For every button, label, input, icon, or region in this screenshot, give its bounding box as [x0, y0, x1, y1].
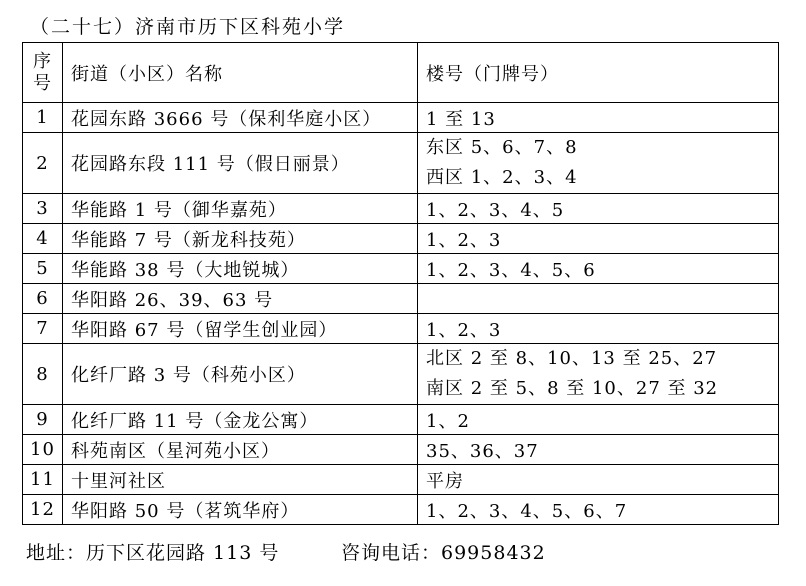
- building-numbers-line: 东区 5、6、7、8: [426, 137, 578, 158]
- building-numbers: 平房: [418, 465, 779, 495]
- table-row: [23, 224, 779, 254]
- row-number: 10: [23, 435, 63, 465]
- table-row: [23, 194, 779, 224]
- street-name: 华阳路 50 号（茗筑华府）: [63, 495, 418, 525]
- row-number: 11: [23, 465, 63, 495]
- building-numbers: 1、2: [418, 405, 779, 435]
- street-name: 华能路 38 号（大地锐城）: [63, 254, 418, 284]
- street-name: 华能路 1 号（御华嘉苑）: [63, 194, 418, 224]
- row-number: 2: [23, 133, 63, 194]
- building-numbers: 1、2、3、4、5、6、7: [418, 495, 779, 525]
- contact-phone: 咨询电话：69958432: [341, 542, 546, 564]
- column-header-buildings: 楼号（门牌号）: [418, 43, 779, 103]
- school-district-table: [22, 42, 779, 525]
- building-numbers: 1 至 13: [418, 103, 779, 133]
- building-numbers: 35、36、37: [418, 435, 779, 465]
- row-number: 9: [23, 405, 63, 435]
- table-row: [23, 133, 779, 194]
- table-row: [23, 314, 779, 344]
- row-number: 7: [23, 314, 63, 344]
- row-number: 5: [23, 254, 63, 284]
- table-row: [23, 254, 779, 284]
- table-row: [23, 495, 779, 525]
- building-numbers-line: 北区 2 至 8、10、13 至 25、27: [426, 348, 718, 369]
- building-numbers: 1、2、3: [418, 314, 779, 344]
- street-name: 花园路东段 111 号（假日丽景）: [63, 133, 418, 194]
- street-name: 华阳路 26、39、63 号: [63, 284, 418, 314]
- building-numbers: 1、2、3: [418, 224, 779, 254]
- row-number: 3: [23, 194, 63, 224]
- column-header-street: 街道（小区）名称: [63, 43, 418, 103]
- school-address: 地址：历下区花园路 113 号: [26, 542, 280, 564]
- building-numbers: [418, 344, 779, 405]
- document-title: （二十七）济南市历下区科苑小学: [30, 16, 346, 38]
- street-name: 化纤厂路 3 号（科苑小区）: [63, 344, 418, 405]
- row-number: 4: [23, 224, 63, 254]
- street-name: 十里河社区: [63, 465, 418, 495]
- street-name: 化纤厂路 11 号（金龙公寓）: [63, 405, 418, 435]
- column-header-number-line2: 号: [33, 72, 52, 94]
- street-name: 花园东路 3666 号（保利华庭小区）: [63, 103, 418, 133]
- table-row: [23, 284, 779, 314]
- row-number: 12: [23, 495, 63, 525]
- building-numbers-line: 西区 1、2、3、4: [426, 167, 578, 188]
- column-header-number-line1: 序: [33, 50, 52, 72]
- table-row: [23, 435, 779, 465]
- street-name: 科苑南区（星河苑小区）: [63, 435, 418, 465]
- building-numbers: 1、2、3、4、5: [418, 194, 779, 224]
- building-numbers-line: 南区 2 至 5、8 至 10、27 至 32: [426, 378, 719, 399]
- table-row: [23, 465, 779, 495]
- table-row: [23, 103, 779, 133]
- building-numbers: [418, 133, 779, 194]
- row-number: 6: [23, 284, 63, 314]
- row-number: 8: [23, 344, 63, 405]
- building-numbers: [418, 284, 779, 314]
- street-name: 华能路 7 号（新龙科技苑）: [63, 224, 418, 254]
- column-header-number: [23, 43, 63, 103]
- footer: [26, 538, 546, 565]
- street-name: 华阳路 67 号（留学生创业园）: [63, 314, 418, 344]
- row-number: 1: [23, 103, 63, 133]
- table-header-row: [23, 43, 779, 103]
- table-row: [23, 344, 779, 405]
- building-numbers: 1、2、3、4、5、6: [418, 254, 779, 284]
- table-row: [23, 405, 779, 435]
